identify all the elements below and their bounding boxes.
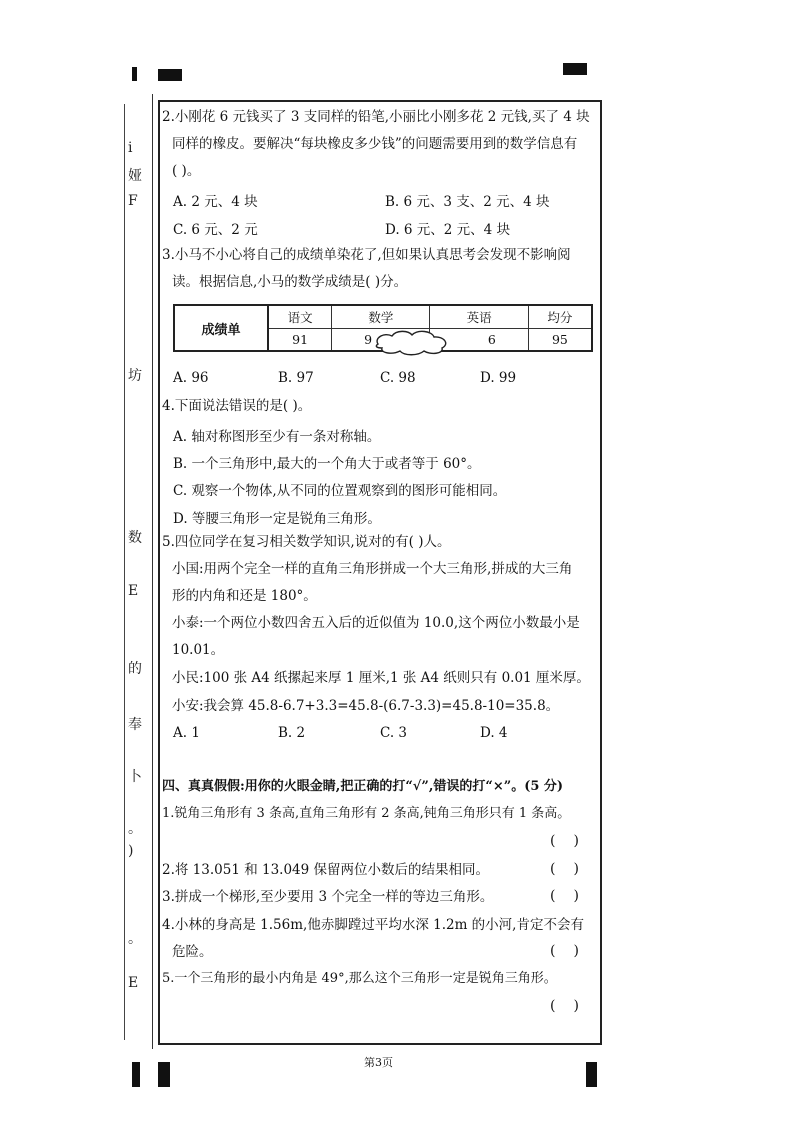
q5-statement-3: 小民:100 张 A4 纸摞起来厚 1 厘米,1 张 A4 纸则只有 0.01 厘米厚。 bbox=[172, 670, 590, 686]
registration-mark bbox=[586, 1062, 597, 1087]
tf-item-1: 1.锐角三角形有 3 条高,直角三角形有 2 条高,钝角三角形只有 1 条高。 bbox=[162, 806, 571, 821]
binding-line bbox=[124, 104, 125, 1040]
q3-option-b: B. 97 bbox=[278, 370, 314, 386]
q3-option-c: C. 98 bbox=[380, 370, 416, 386]
margin-char: F bbox=[128, 193, 138, 209]
q5-statement-1b: 形的内角和还是 180°。 bbox=[172, 588, 317, 604]
section4-title: 四、真真假假:用你的火眼金睛,把正确的打“√”,错误的打“×”。(5 分) bbox=[162, 779, 564, 794]
margin-char: 数 bbox=[128, 530, 142, 546]
tf-item-2: 2.将 13.051 和 13.049 保留两位小数后的结果相同。 bbox=[162, 862, 490, 878]
q4-option-a: A. 轴对称图形至少有一条对称轴。 bbox=[173, 429, 381, 445]
q2-option-b: B. 6 元、3 支、2 元、4 块 bbox=[385, 194, 550, 210]
margin-char: 的 bbox=[128, 661, 142, 677]
ink-stain-icon bbox=[372, 328, 450, 356]
q4-option-b: B. 一个三角形中,最大的一个角大于或者等于 60°。 bbox=[173, 456, 481, 472]
tf-item-4-cont: 危险。 bbox=[172, 944, 213, 960]
q5-stem: 5.四位同学在复习相关数学知识,说对的有( )人。 bbox=[162, 534, 451, 550]
col-header-chinese: 语文 bbox=[268, 305, 332, 329]
q4-option-c: C. 观察一个物体,从不同的位置观察到的图形可能相同。 bbox=[173, 483, 507, 499]
score-chinese: 91 bbox=[268, 329, 332, 352]
q5-statement-4: 小安:我会算 45.8-6.7+3.3=45.8-(6.7-3.3)=45.8-10=35.8。 bbox=[172, 698, 560, 714]
q4-option-d: D. 等腰三角形一定是锐角三角形。 bbox=[173, 511, 381, 527]
q2-option-d: D. 6 元、2 元、4 块 bbox=[385, 222, 511, 238]
margin-char: 坊 bbox=[128, 368, 142, 384]
tf-answer-5[interactable]: () bbox=[550, 998, 597, 1014]
margin-char: 娅 bbox=[128, 168, 142, 184]
score-english: 6 bbox=[430, 329, 528, 352]
margin-char: E bbox=[128, 583, 139, 599]
q5-option-c: C. 3 bbox=[380, 725, 408, 741]
tf-answer-4[interactable]: () bbox=[550, 943, 597, 959]
tf-item-5: 5.一个三角形的最小内角是 49°,那么这个三角形一定是锐角三角形。 bbox=[162, 971, 557, 986]
q3-stem-line2: 读。根据信息,小马的数学成绩是( )分。 bbox=[172, 274, 408, 290]
frame-outer-line bbox=[152, 94, 153, 1049]
score-average: 95 bbox=[528, 329, 592, 352]
q3-option-a: A. 96 bbox=[173, 370, 209, 386]
q5-statement-2a: 小泰:一个两位小数四舍五入后的近似值为 10.0,这个两位小数最小是 bbox=[172, 615, 580, 631]
q5-option-a: A. 1 bbox=[173, 725, 200, 741]
col-header-english: 英语 bbox=[430, 305, 528, 329]
tf-answer-3[interactable]: () bbox=[550, 888, 597, 904]
registration-mark bbox=[563, 63, 587, 75]
q2-stem-line2: 同样的橡皮。要解决“每块橡皮多少钱”的问题需要用到的数学信息有 bbox=[172, 136, 578, 152]
tf-answer-2[interactable]: () bbox=[550, 861, 597, 877]
margin-char: 。 bbox=[128, 821, 142, 837]
tf-item-4: 4.小林的身高是 1.56m,他赤脚蹚过平均水深 1.2m 的小河,肯定不会有 bbox=[162, 917, 584, 933]
margin-char: i bbox=[128, 140, 133, 156]
margin-char: 奉 bbox=[128, 717, 142, 733]
registration-mark bbox=[132, 67, 137, 81]
q4-stem: 4.下面说法错误的是( )。 bbox=[162, 398, 312, 414]
tf-item-3: 3.拼成一个梯形,至少要用 3 个完全一样的等边三角形。 bbox=[162, 889, 494, 905]
margin-char: 。 bbox=[128, 931, 142, 947]
q3-stem-line1: 3.小马不小心将自己的成绩单染花了,但如果认真思考会发现不影响阅 bbox=[162, 247, 571, 263]
q5-statement-1a: 小国:用两个完全一样的直角三角形拼成一个大三角形,拼成的大三角 bbox=[172, 561, 573, 577]
col-header-math: 数学 bbox=[332, 305, 430, 329]
margin-char: E bbox=[128, 975, 139, 991]
registration-mark bbox=[132, 1062, 140, 1087]
tf-answer-1[interactable]: () bbox=[550, 833, 597, 849]
q2-option-a: A. 2 元、4 块 bbox=[173, 194, 258, 210]
registration-mark bbox=[158, 69, 182, 81]
registration-mark bbox=[158, 1062, 170, 1087]
margin-char: 卜 bbox=[128, 769, 142, 785]
q5-statement-2b: 10.01。 bbox=[172, 642, 225, 658]
q2-stem-line1: 2.小刚花 6 元钱买了 3 支同样的铅笔,小丽比小刚多花 2 元钱,买了 4 块 bbox=[162, 109, 590, 125]
q5-option-b: B. 2 bbox=[278, 725, 306, 741]
score-math: 9 bbox=[332, 329, 430, 352]
q2-option-c: C. 6 元、2 元 bbox=[173, 222, 258, 238]
q3-option-d: D. 99 bbox=[480, 370, 517, 386]
score-table-head: 成绩单 bbox=[174, 305, 268, 351]
page-number: 第3页 bbox=[364, 1056, 393, 1069]
col-header-average: 均分 bbox=[528, 305, 592, 329]
q2-stem-line3: ( )。 bbox=[172, 163, 201, 179]
q5-option-d: D. 4 bbox=[480, 725, 508, 741]
margin-char: ) bbox=[128, 843, 134, 859]
